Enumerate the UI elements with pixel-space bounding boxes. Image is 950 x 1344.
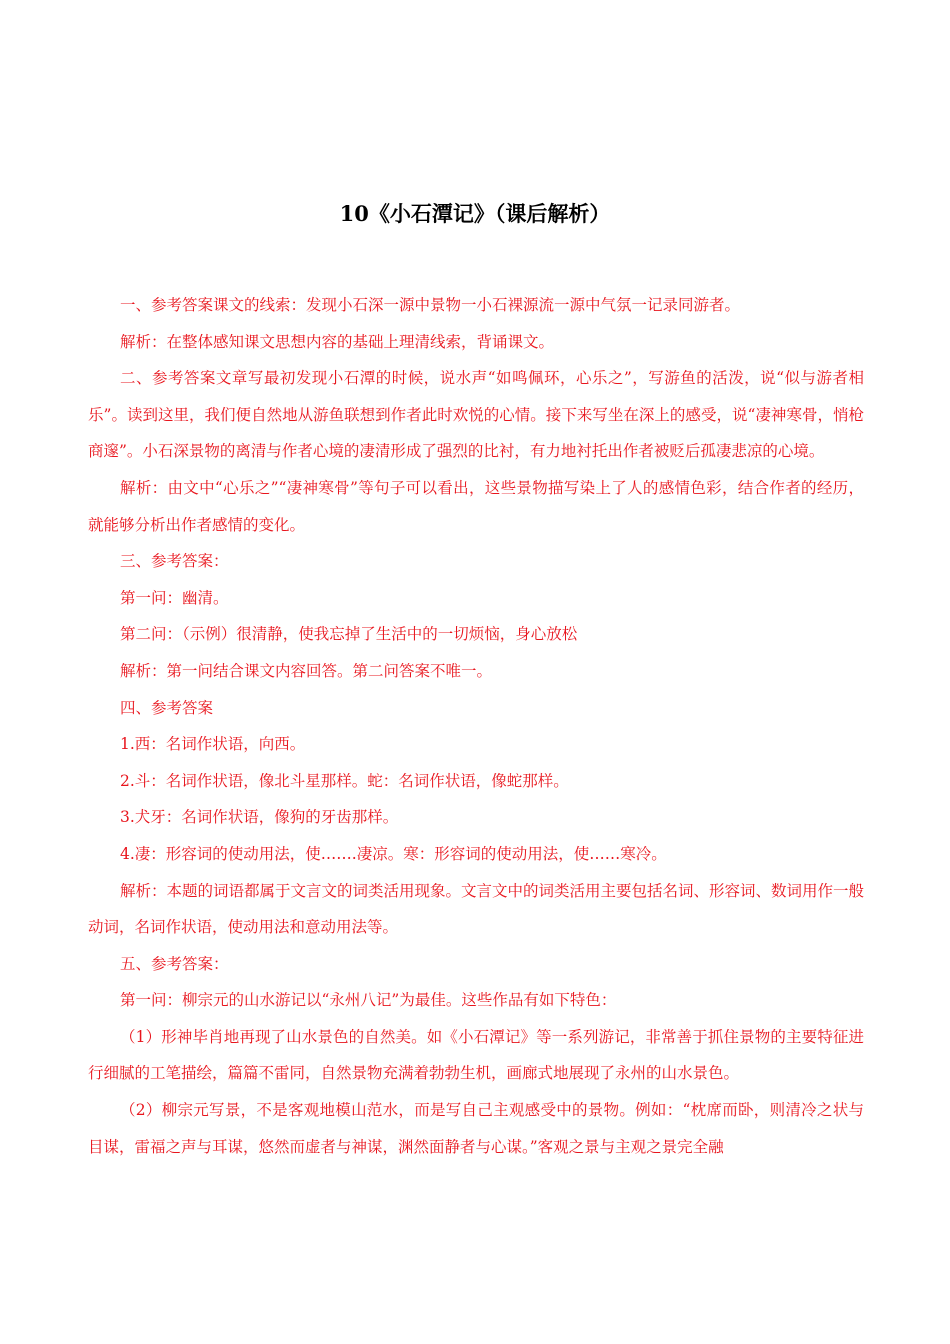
paragraph-5: 三、参考答案： (120, 552, 229, 571)
paragraph-10: 1.西：名词作状语，向西。 (120, 735, 306, 754)
paragraph-8: 解析：第一问结合课文内容回答。第二问答案不唯一。 (120, 661, 493, 680)
document-title: 10《小石潭记》（课后解析） (339, 201, 611, 226)
paragraph-15: 五、参考答案： (120, 954, 229, 973)
document-body (88, 287, 864, 1165)
paragraph-6: 第一问：幽清。 (120, 588, 229, 607)
paragraph-16: 第一问：柳宗元的山水游记以“永州八记”为最佳。这些作品有如下特色： (120, 991, 617, 1010)
paragraph-7: 第二问：（示例）很清静，使我忘掉了生活中的一切烦恼，身心放松 (120, 625, 578, 644)
paragraph-17: （1）形神毕肖地再现了山水景色的自然美。如《小石潭记》等一系列游记，非常善于抓住景物的主要特征进行细腻的工笔描绘，篇篇不雷同，自然景物充满着勃勃生机，画廊式地展现了永州的山水景色。 (88, 1027, 864, 1083)
paragraph-2: 解析：在整体感知课文思想内容的基础上理清线索，背诵课文。 (120, 332, 555, 351)
paragraph-11: 2.斗：名词作状语，像北斗星那样。蛇：名词作状语，像蛇那样。 (120, 771, 569, 790)
paragraph-1: 一、参考答案课文的线索：发现小石深一源中景物一小石裸源流一源中气氛一记录同游者。 (120, 296, 741, 314)
paragraph-18: （2）柳宗元写景，不是客观地模山范水，而是写自己主观感受中的景物。例如：“枕席而卧，则清冷之状与目谋，雷福之声与耳谋，悠然而虚者与神谋，渊然面静者与心谋。”客观之景与主观之景完全融 (88, 1101, 864, 1156)
paragraph-12: 3.犬牙：名词作状语，像狗的牙齿那样。 (120, 808, 399, 827)
paragraph-4: 解析：由文中“心乐之”“凄神寒骨”等句子可以看出，这些景物描写染上了人的感情色彩，结合作者的经历，就能够分析出作者感情的变化。 (88, 478, 864, 534)
paragraph-14: 解析：本题的词语都属于文言文的词类活用现象。文言文中的词类活用主要包括名词、形容词、数词用作一般动词，名词作状语，使动用法和意动用法等。 (88, 881, 865, 937)
paragraph-13: 4.凄：形容词的使动用法，使…….凄凉。寒：形容词的使动用法，使……寒冷。 (120, 844, 667, 863)
paragraph-3: 二、参考答案文章写最初发现小石潭的时候，说水声“如鸣佩环，心乐之”，写游鱼的活泼，说“似与游者相乐”。读到这里，我们便自然地从游鱼联想到作者此时欢悦的心情。接下来写坐在深上的感受，说“凄神寒骨，悄枪商邃”。小石深景物的离清与作者心境的凄清形成了强烈的比衬，有力地衬托出作者被贬后孤凄悲凉的心境。 (88, 369, 864, 461)
paragraph-9: 四、参考答案 (120, 698, 214, 717)
